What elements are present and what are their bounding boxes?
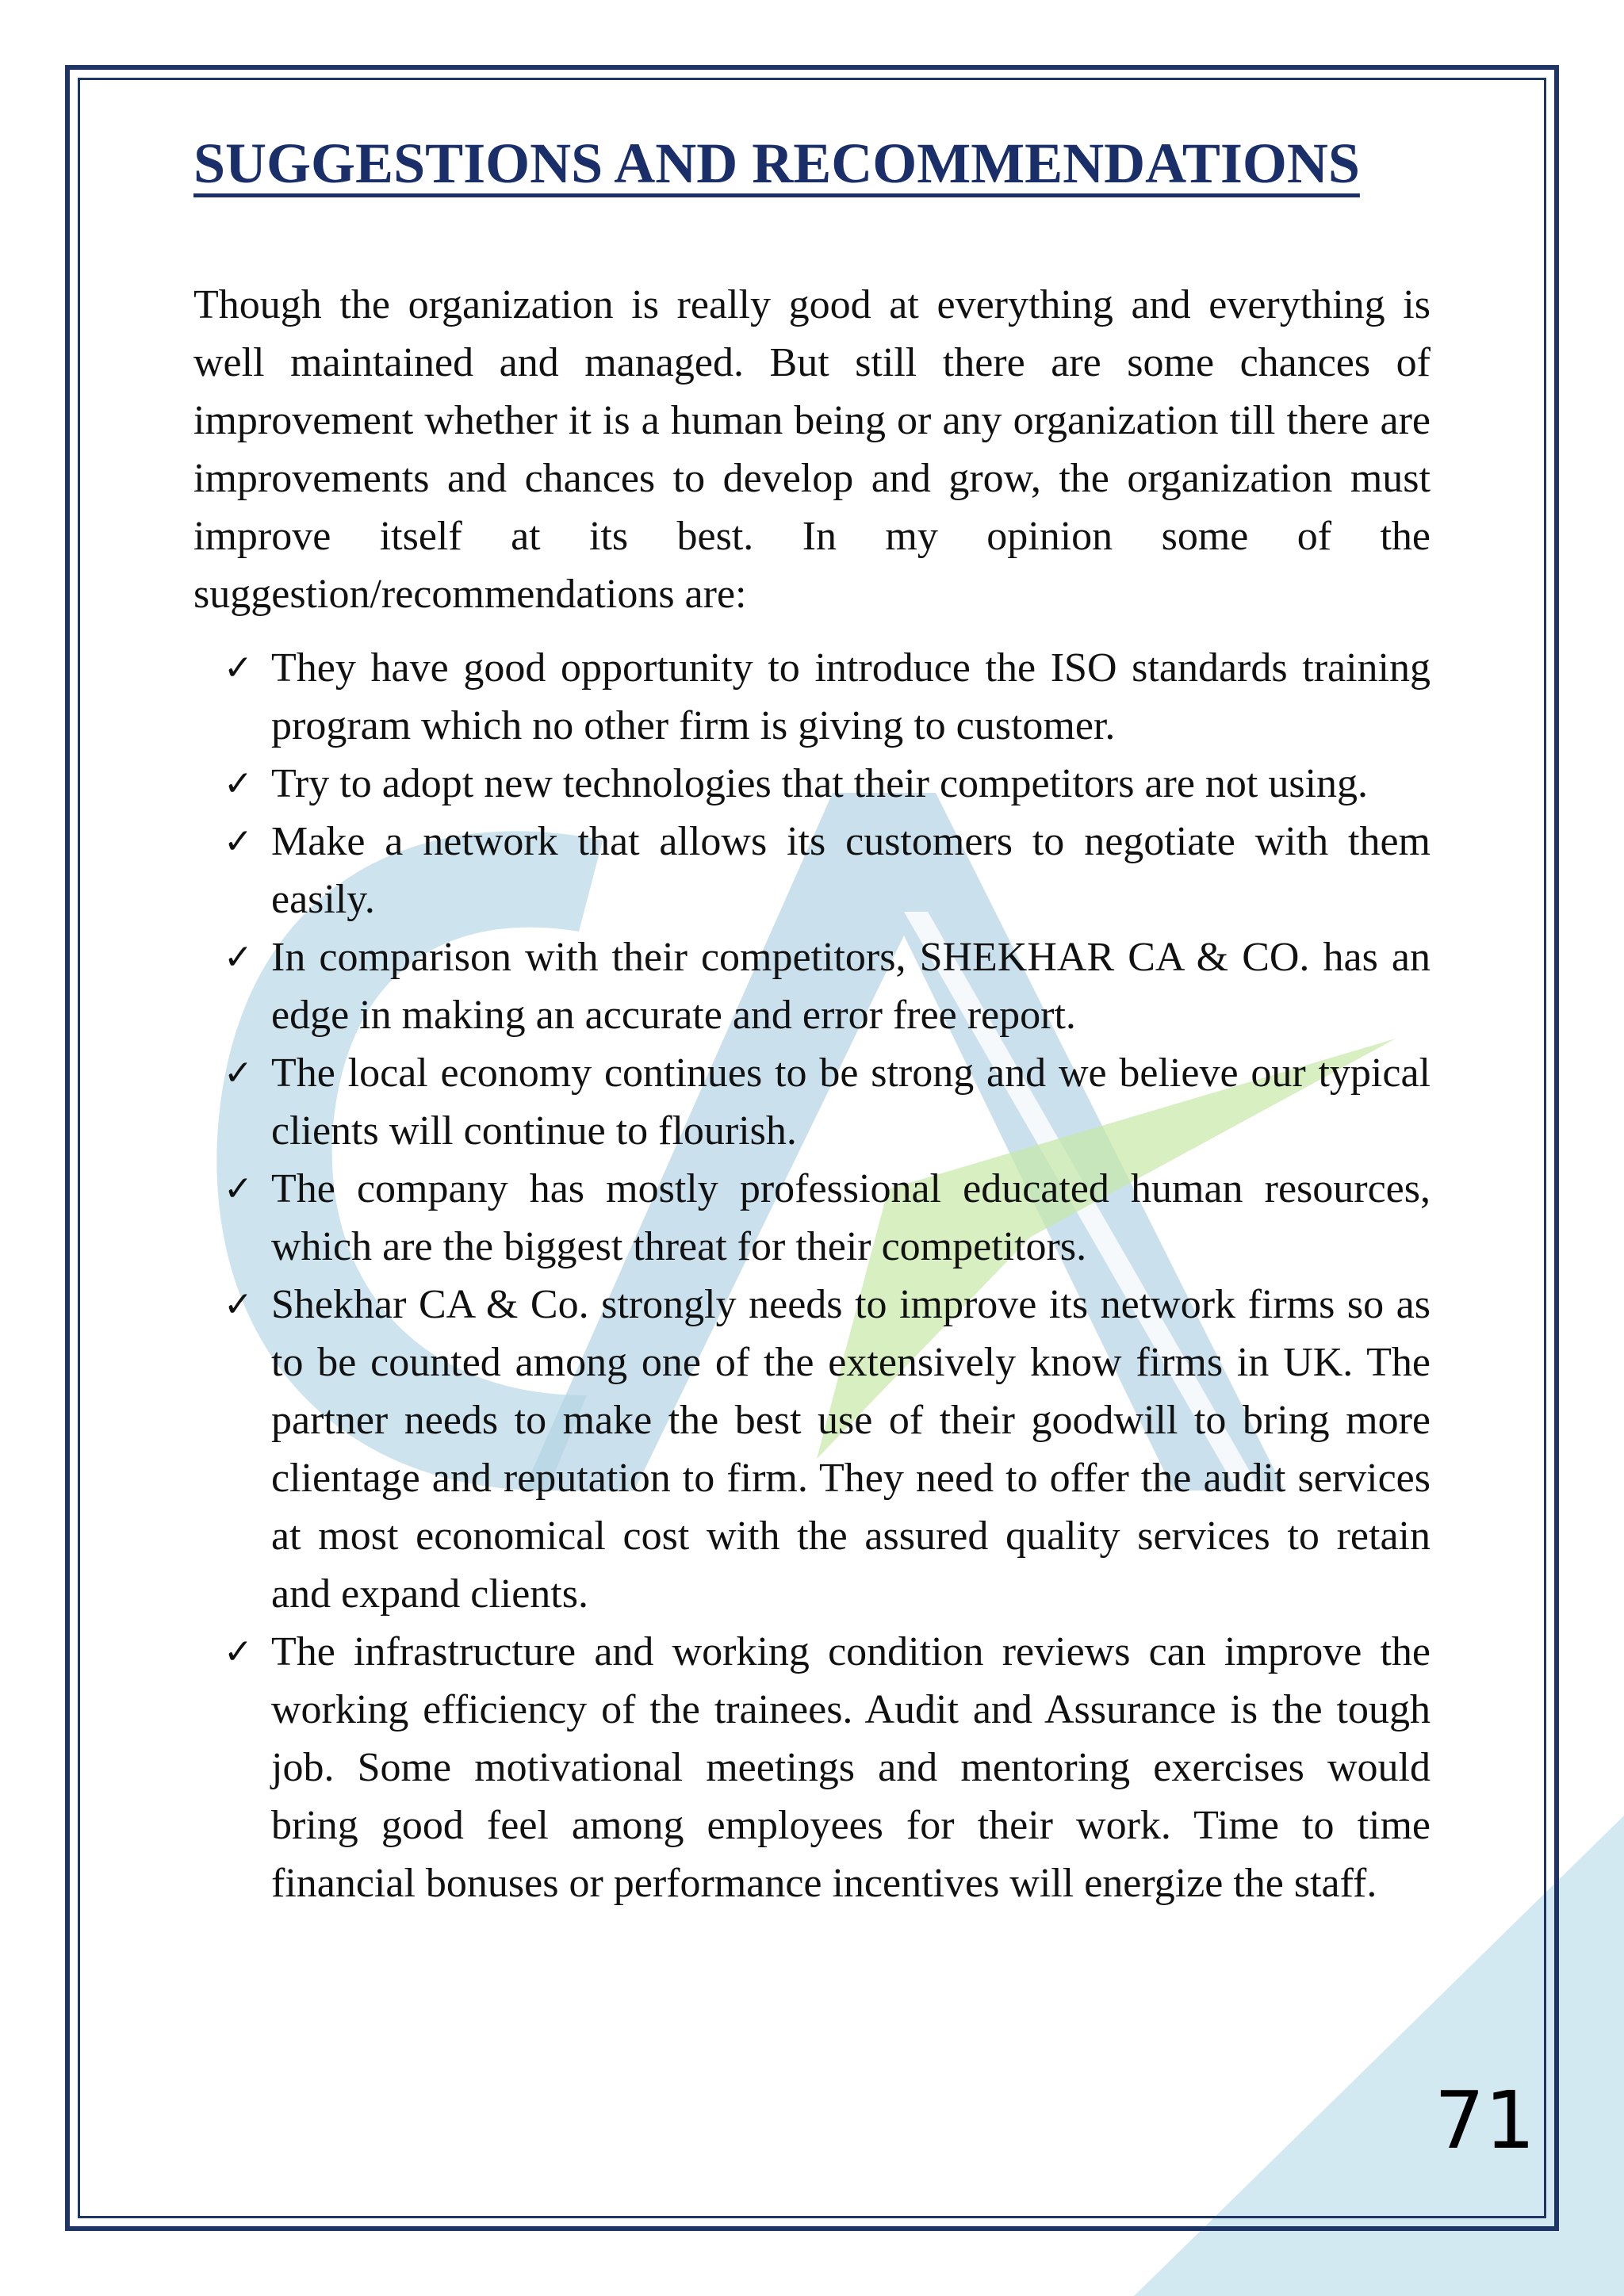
list-item: [193, 1160, 1431, 1276]
checkmark-icon: ✓: [224, 1284, 253, 1325]
checkmark-icon: ✓: [224, 821, 253, 862]
list-item-text: The infrastructure and working condition reviews can improve the working efficiency of the trainees. Audit and Assurance is the tough job. Some motivational meetings and mentoring exercises would bring good feel among employees for their work. Time to time financial bonuses or performance incentives will energize the staff.: [271, 1628, 1431, 1906]
page-title: SUGGESTIONS AND RECOMMENDATIONS: [193, 132, 1360, 195]
list-item: [193, 1623, 1431, 1912]
list-item: [193, 928, 1431, 1044]
recommendations-list: [193, 639, 1431, 1912]
list-item-text: The company has mostly professional educated human resources, which are the biggest threat for their competitors.: [271, 1165, 1431, 1269]
list-item: [193, 755, 1431, 813]
list-item: [193, 1044, 1431, 1160]
checkmark-icon: ✓: [224, 647, 253, 688]
list-item-text: The local economy continues to be strong and we believe our typical clients will continue to flourish.: [271, 1050, 1431, 1154]
intro-paragraph: Though the organization is really good at everything and everything is well maintained and managed. But still there are some chances of improvement whether it is a human being or any organization till there are improvements and chances to develop and grow, the organization must improve itself at its best. In my opinion some of the suggestion/recommendations are:: [193, 281, 1431, 617]
checkmark-icon: ✓: [224, 763, 253, 804]
checkmark-icon: ✓: [224, 1168, 253, 1209]
checkmark-icon: ✓: [224, 1052, 253, 1093]
list-item-text: Shekhar CA & Co. strongly needs to improve its network firms so as to be counted among one of the extensively know firms in UK. The partner needs to make the best use of their goodwill to bring more clientage and reputation to firm. They need to offer the audit services at most economical cost with the assured quality services to retain and expand clients.: [271, 1281, 1431, 1617]
list-item-text: They have good opportunity to introduce the ISO standards training program which no other firm is giving to customer.: [271, 645, 1431, 748]
page-content: [193, 131, 1431, 1912]
list-item-text: Try to adopt new technologies that their competitors are not using.: [271, 760, 1369, 806]
list-item-text: In comparison with their competitors, SHEKHAR CA & CO. has an edge in making an accurate and error free report.: [271, 934, 1431, 1038]
checkmark-icon: ✓: [224, 936, 253, 978]
checkmark-icon: ✓: [224, 1631, 253, 1672]
list-item: [193, 1276, 1431, 1623]
list-item: [193, 813, 1431, 928]
list-item-text: Make a network that allows its customers to negotiate with them easily.: [271, 818, 1431, 922]
list-item: [193, 639, 1431, 755]
page-number: 71: [1434, 2074, 1535, 2167]
